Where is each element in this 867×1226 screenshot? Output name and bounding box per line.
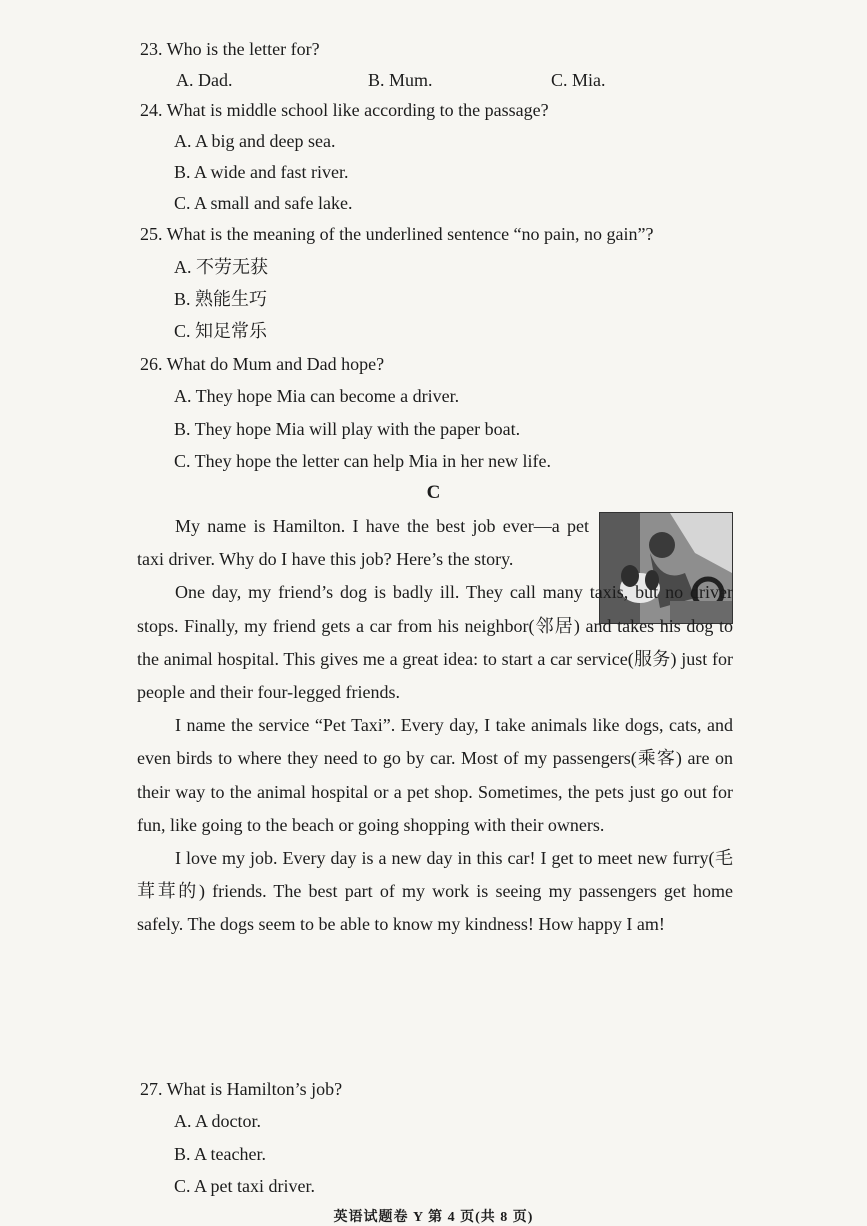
question-23-option-b: B. Mum. [368, 70, 433, 90]
section-heading: C [426, 482, 441, 503]
question-26-stem: 26. What do Mum and Dad hope? [140, 354, 385, 374]
passage-paragraph-3: I name the service “Pet Taxi”. Every day, I take animals like dogs, cats, and even birds to where they need to go by car. Most of my passengers(乘客) are on their way to the animal hospital or a pet shop. Sometimes, the pets just go out for fun, like going to the beach or going shopping with their owners. [137, 715, 733, 835]
question-25-option-a: A. 不劳无获 [174, 257, 268, 277]
passage-paragraph-2: One day, my friend’s dog is badly ill. They call many taxis, but no driver stops. Finally, my friend gets a car from his neighbor(邻居) and takes his dog to the animal hospital. This gives me a great idea: to start a car service(服务) just for people and their four-legged friends. [137, 582, 733, 703]
question-25-option-b: B. 熟能生巧 [174, 289, 268, 309]
question-25-stem: 25. What is the meaning of the underlined sentence “no pain, no gain”? [140, 224, 654, 244]
question-26-option-a: A. They hope Mia can become a driver. [174, 386, 460, 406]
question-24-stem: 24. What is middle school like according to the passage? [140, 100, 549, 120]
question-23-stem: 23. Who is the letter for? [140, 39, 320, 59]
question-25-option-c: C. 知足常乐 [174, 321, 268, 341]
page-footer: 英语试题卷 Y 第 4 页(共 8 页) [333, 1210, 534, 1225]
question-26-option-b: B. They hope Mia will play with the paper boat. [174, 419, 521, 439]
question-27-option-a: A. A doctor. [174, 1111, 262, 1131]
question-24-option-b: B. A wide and fast river. [174, 162, 349, 182]
question-26-option-c: C. They hope the letter can help Mia in her new life. [174, 451, 552, 471]
question-23-option-c: C. Mia. [551, 70, 606, 90]
question-27-stem: 27. What is Hamilton’s job? [140, 1079, 343, 1099]
question-23-option-a: A. Dad. [176, 70, 233, 90]
question-24-option-c: C. A small and safe lake. [174, 193, 353, 213]
passage-c [137, 510, 733, 942]
question-27-option-b: B. A teacher. [174, 1144, 266, 1164]
question-24-option-a: A. A big and deep sea. [174, 131, 336, 151]
passage-paragraph-4: I love my job. Every day is a new day in this car! I get to meet new furry(毛茸茸的) friends. The best part of my work is seeing my passengers get home safely. The dogs seem to be able to know my kindness! How happy I am! [137, 848, 733, 935]
question-27-option-c: C. A pet taxi driver. [174, 1176, 315, 1196]
passage-paragraph-1: My name is Hamilton. I have the best job ever—a pet taxi driver. Why do I have this job? Here’s the story. [137, 516, 589, 570]
